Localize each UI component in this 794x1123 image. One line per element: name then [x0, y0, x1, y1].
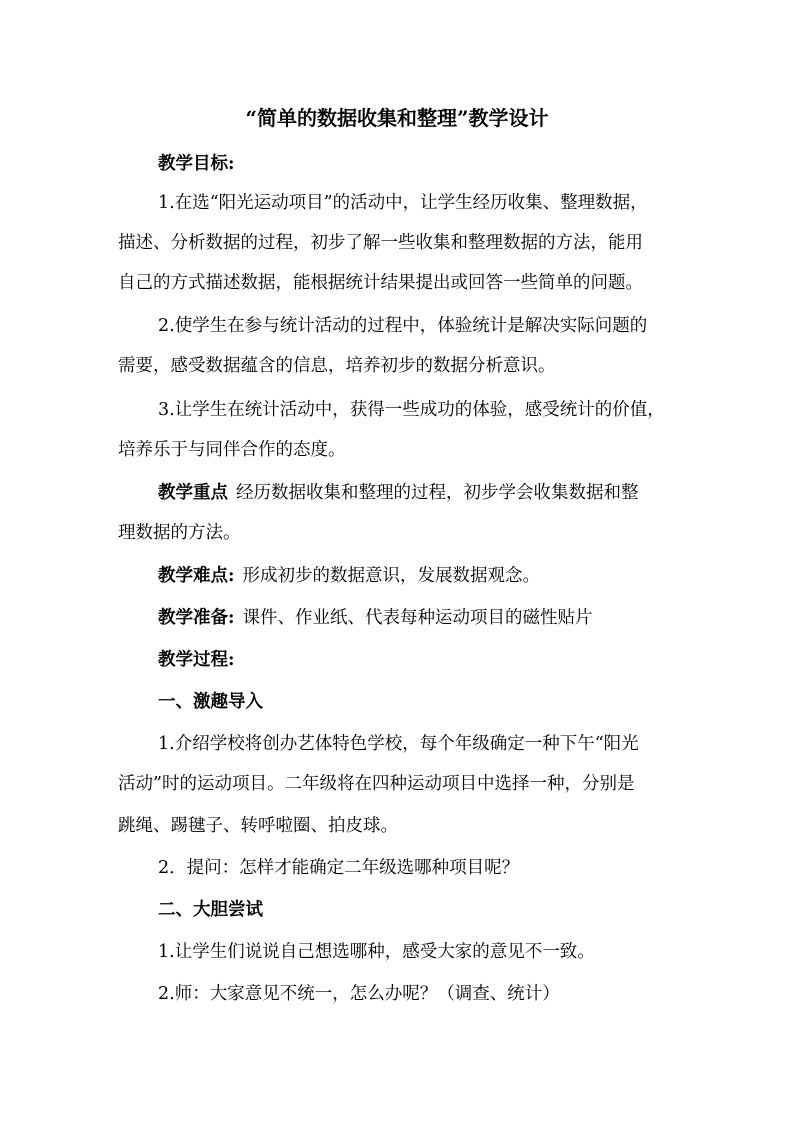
section-2-item-1: 1.让学生们说说自己想选哪种，感受大家的意见不一致。 — [158, 942, 595, 962]
section-1-item-1-line-3: 跳绳、踢毽子、转呼啦圈、拍皮球。 — [118, 816, 398, 836]
objectives-heading: 教学目标: — [158, 154, 235, 174]
section-1-heading: 一、激趣导入 — [158, 692, 263, 712]
preparation-paragraph — [158, 605, 592, 631]
key-point-line-2: 理数据的方法。 — [118, 523, 241, 543]
section-1-item-2: 2．提问：怎样才能确定二年级选哪种项目呢？ — [158, 858, 520, 878]
document-title: “简单的数据收集和整理”教学设计 — [245, 106, 549, 130]
objective-3-line-2: 培养乐于与同伴合作的态度。 — [118, 440, 346, 460]
section-1-item-1-line-2: 活动”时的运动项目。二年级将在四种运动项目中选择一种，分别是 — [118, 774, 635, 794]
objective-1-line-1: 1.在选“阳光运动项目”的活动中，让学生经历收集、整理数据， — [158, 193, 648, 213]
difficulty-text: 形成初步的数据意识，发展数据观念。 — [242, 566, 540, 586]
objective-2-line-1: 2.使学生在参与统计活动的过程中，体验统计是解决实际问题的 — [158, 316, 648, 336]
process-heading: 教学过程: — [158, 650, 235, 670]
objective-2-line-2: 需要，感受数据蕴含的信息，培养初步的数据分析意识。 — [118, 356, 556, 376]
preparation-label: 教学准备: — [158, 608, 235, 628]
section-2-heading: 二、大胆尝试 — [158, 900, 263, 920]
difficulty-label: 教学难点: — [158, 566, 235, 586]
key-point-paragraph — [158, 480, 639, 506]
objective-1-line-2: 描述、分析数据的过程，初步了解一些收集和整理数据的方法，能用 — [118, 233, 643, 253]
section-1-item-1-line-1: 1.介绍学校将创办艺体特色学校，每个年级确定一种下午“阳光 — [158, 734, 639, 754]
preparation-text: 课件、作业纸、代表每种运动项目的磁性贴片 — [242, 608, 593, 628]
key-point-text: 经历数据收集和整理的过程，初步学会收集数据和整 — [236, 483, 639, 503]
objective-3-line-1: 3.让学生在统计活动中，获得一些成功的体验，感受统计的价值， — [158, 400, 665, 420]
key-point-label: 教学重点 — [158, 483, 228, 503]
section-2-item-2: 2.师：大家意见不统一，怎么办呢？（调查、统计） — [158, 984, 560, 1004]
difficulty-paragraph — [158, 563, 540, 589]
objective-1-line-3: 自己的方式描述数据，能根据统计结果提出或回答一些简单的问题。 — [118, 273, 643, 293]
